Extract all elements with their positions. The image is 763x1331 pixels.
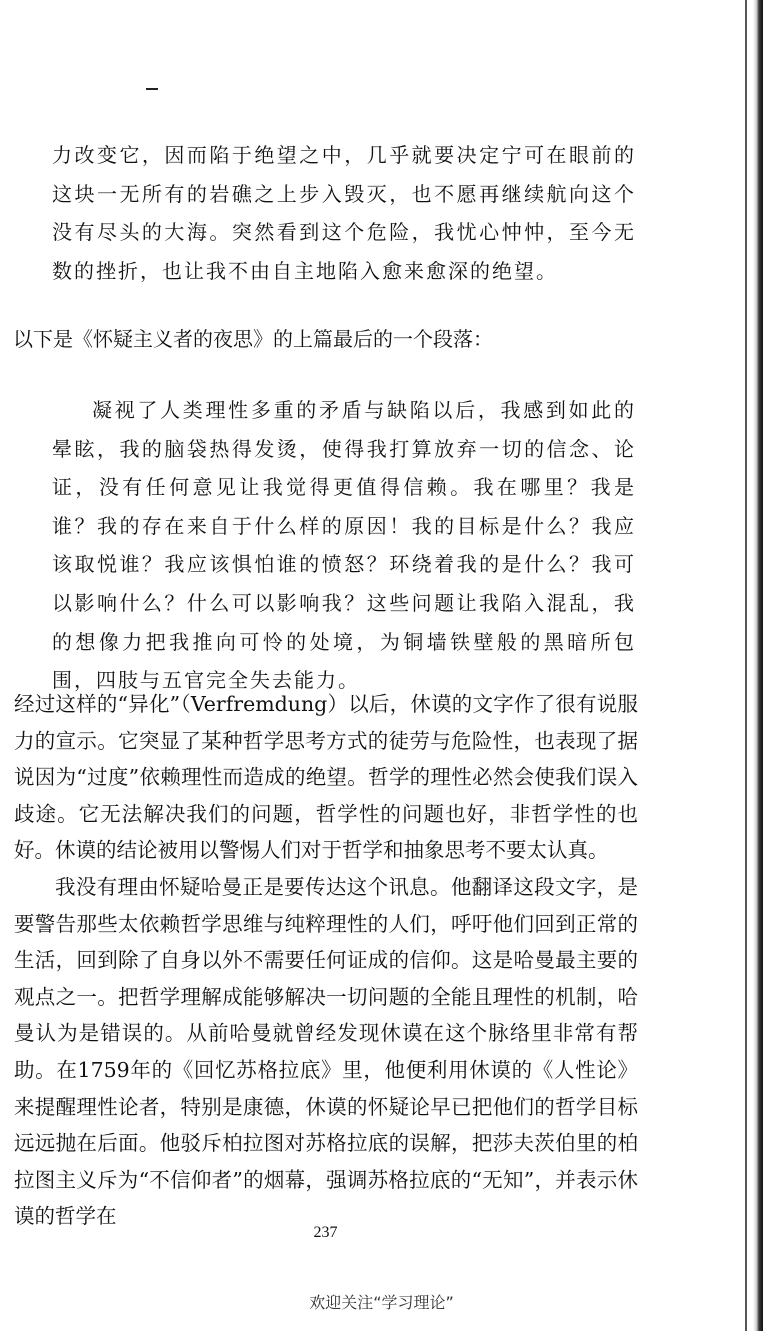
binding-edge bbox=[753, 0, 763, 1331]
body-paragraph-1: 经过这样的“异化”（Verfremdung）以后，休谟的文字作了很有说服力的宣示。它突显了某种哲学思考方式的徒劳与危险性，也表现了据说因为“过度”依赖理性而造成的绝望。哲学的理性必然会使我们误入歧途。它无法解决我们的问题，哲学性的问题也好，非哲学性的也好。休谟的结论被用以警惕人们对于哲学和抽象思考不要太认真。 bbox=[14, 692, 638, 863]
scan-mark bbox=[146, 88, 158, 90]
block-quote-main: 凝视了人类理性多重的矛盾与缺陷以后，我感到如此的晕眩，我的脑袋热得发烫，使得我打算放弃一切的信念、论证，没有任何意见让我觉得更值得信赖。我在哪里？我是谁？我的存在来自于什么样的原因！我的目标是什么？我应该取悦谁？我应该惧怕谁的愤怒？环绕着我的是什么？我可以影响什么？什么可以影响我？这些问题让我陷入混乱，我的想像力把我推向可怜的处境，为铜墙铁壁般的黑暗所包围，四肢与五官完全失去能力。 bbox=[52, 398, 636, 693]
footer-note: 欢迎关注“学习理论” bbox=[309, 1293, 454, 1312]
intro-line: 以下是《怀疑主义者的夜思》的上篇最后的一个段落： bbox=[13, 327, 493, 351]
body-paragraph-2: 我没有理由怀疑哈曼正是要传达这个讯息。他翻译这段文字，是要警告那些太依赖哲学思维与纯粹理性的人们，呼吁他们回到正常的生活，回到除了自身以外不需要任何证成的信仰。这是哈曼最主要的观点之一。把哲学理解成能够解决一切问题的全能且理性的机制，哈曼认为是错误的。从前哈曼就曾经发现休谟在这个脉络里非常有帮助。在1759年的《回忆苏格拉底》里，他便利用休谟的《人性论》来提醒理性论者，特别是康德，休谟的怀疑论早已把他们的哲学目标远远抛在后面。他驳斥柏拉图对苏格拉底的误解，把莎夫茨伯里的柏拉图主义斥为“不信仰者”的烟幕，强调苏格拉底的“无知”，并表示休谟的哲学在 bbox=[14, 875, 638, 1229]
block-quote-continuation: 力改变它，因而陷于绝望之中，几乎就要决定宁可在眼前的这块一无所有的岩礁之上步入毁灭，也不愿再继续航向这个没有尽头的大海。突然看到这个危险，我忧心忡忡，至今无数的挫折，也让我不由自主地陷入愈来愈深的绝望。 bbox=[52, 143, 636, 283]
binding-shadow-line bbox=[745, 0, 747, 1331]
page-number: 237 bbox=[313, 1224, 338, 1241]
